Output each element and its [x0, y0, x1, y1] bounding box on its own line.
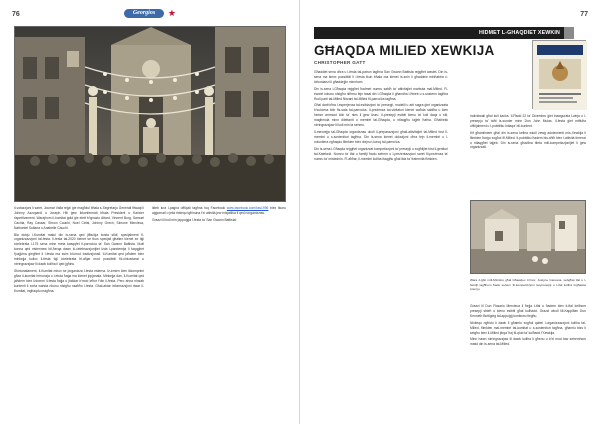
page-number-right: 77	[580, 11, 588, 18]
paragraph: individwali għal kull kaċċa. Il-Ħadd 22 ta' Diċembru ġiet inawgurata l-wirja u l-presepju ta' taħt is-sunder minn Don John Mulas. Il-festa ġiet miftuħa uffiċjalment u l-pubbliku intlaqa' bil-kuntent.	[470, 114, 586, 128]
masthead-text: Georgios	[124, 9, 164, 18]
paragraph: Għaddiet sena oħra u l-festa tal-patrun tagħna San Gwann Battista reġgħet waslet. Din is-sena ma kienx possibbli li l-festa tkun bħala ma kienet is-snin li għaddew minħabba ċ-ċirkostanzi li għaddejjin minnhom.	[314, 70, 448, 84]
paragraph: Bla dubju l-Kumitat matul din is-sena qed jiffaċċja bosta sfidi, speċjalment fl-organizzazzjoni tal-festa. Il-festa tal-2020 kienet se tkun speċjali għaliex kienet se tiġi ċċelebrata l-175 sena minn meta twaqqfet il-parroċċa ta' San Gwann Battista. Ilkoll konna qed nistennew bil-ħerqa dawn iċ-ċelebrazzjonijiet iżda l-pandemija li faqqgħet f'pajjiżna ġiegħlet li l-festa ma ssirx bil-mod tradizzjonali. Il-Kumitat qed jaħdem biex minkejja kollox il-festa tiġi ċċelebrata bl-aħjar mod possibbli fiċ-ċirkostanzi u nirringrazzjaw lil dawk kollha li qed jgħinu.	[14, 232, 144, 266]
article-byline: CHRISTOPHER GATT	[314, 60, 366, 65]
closing-paragraph: Grazzi lil kull min jappoġġa l-festa ta' San Gwann Battista!	[152, 217, 237, 222]
procession-illustration	[15, 27, 286, 202]
right-page	[300, 0, 600, 424]
section-header-label: HIDMET L-GHAQDIET XEWKIN	[479, 30, 560, 36]
right-column-1	[314, 70, 448, 163]
paragraph: Din is-sena l-Għaqda reġgħet ħadmet numru sabiħ ta' attivitajiet marbuta mal-Milied. Fl-ewwel inkunu nistgħu nifhmu fejn tasal din l-Għaqda li għandha l-ħbieb u s-sostenn tagħha f'kull parti tal-Milied Nisrani tal-Milied fil-parroċċa tagħna.	[314, 86, 448, 101]
article-title: GĦAQDA MILIED XEWKIJA	[314, 43, 495, 58]
paragraph-text: biex tkunu aġġornati u jekk tixtiequ tgħinuna f'xi attività jew inizjattiva li qed norganizzaw.	[152, 206, 287, 215]
left-column-1	[14, 206, 144, 295]
facebook-link[interactable]: www.facebook.com/kss1996	[226, 206, 269, 210]
paragraph: Din is-sena l-Għaqda reġgħet organizzat kompetizzjoni ta' presepji u xogħlijiet fost il-ġenituri tal-Katekeżi. Numru ta' tfal u familji ħadu sehem u l-preżentazzjoni saret fil-preżenza ta' numru ta' mistednin. Fl-aħħar, il-membri kollha ltaqgħu għal ikla ta' fraternità flimkien.	[314, 146, 448, 161]
star-icon: ★	[167, 8, 176, 18]
crib-illustration	[471, 201, 586, 274]
right-column-2-top	[470, 114, 586, 152]
left-column-2	[152, 206, 286, 225]
paragraph: Kif għamilniem għal din is-sena kellna wkoll żewġ adolexxenti mis-Xewkija li flimkien ħarġu xogħol fil-Milied. Il-pubbliku ħadem bis-sħiħ biex l-attività tirnexxi u ntlaqgħet tajjeb. Din is-sena għażilna tlieta mill-kompetizzjonijiet li ġew organizzati.	[470, 130, 586, 150]
right-column-2-bottom	[470, 304, 586, 349]
paragraph: Minn hawn nirringrazzjaw lil dawk kollha li għenu u b'xi mod taw sehemhom matul din is-sena tal-Milied.	[470, 337, 586, 347]
photo-caption: Wara il-ġbir mill-Ministru għal Għawdex l-Onor. Justyne Caruana, sebgħat tfal u l-familji tagħhom ħadu sehem fil-kompetizzjoni tal-presepji u t-tfal kollha ingħataw premju.	[470, 278, 586, 291]
header-accent	[564, 27, 574, 39]
section-header-bar	[314, 27, 564, 39]
paragraph	[152, 206, 286, 216]
paragraph: Il-mexxejja tal-Għaqda organizzaw ukoll il-preparazzjoni għall-attivitajiet tal-Milied fost il-membri u s-sostenituri tagħna. Din is-sena kienet okkażjoni oħra fejn il-membri u l-voluntiera ngħaqdu flimkien biex iżejnu t-toroq tal-parroċċa.	[314, 129, 448, 144]
paragraph: Grazzi lil Dun Rosario Mercieca li ħejja t-tfal u ħadem biex it-tfal kellhom presepji sbieħ u kienu esibiti għal kulħadd. Grazzi wkoll lill-Kappillan Dun Kenneth Buttigieg tal-appoġġ kontinwu tiegħu.	[470, 304, 586, 318]
masthead-logo	[124, 8, 176, 19]
page-number-left: 76	[12, 11, 20, 18]
nativity-crib-photo	[470, 200, 586, 274]
paragraph: il-votazzjoni li saret, Joumar Valla reġa' ġie magħżul bħala s-Segretarju Ġenerali filwaqt li Johnny Azzopardi u Joseph Hili ġew ikkonfermati bħala President u Kaxxier rispettivament. Warajhom il-kumitat ġdid ġie elett b'Ignazio Attard, Vincent Borg, Samuel Cachia, Ray Cassar, Simon Cauchi, Noel Cefai, Johnny Grech, Simone Mercieca, Nathaniel Sultana u Anabelle Cauchi.	[14, 206, 144, 230]
paragraph: Nixtiequ ngħidu li dawk li għamlu xogħol qabel l-organizzazzjoni kollha tal-Milied, flimkien mal-membri tal-kumitat u s-sostenituri tagħna, għamlu biss li setgħu biex il-Milied jibqa' ħaj fil-qlub ta' kulħadd f'Xewkija.	[470, 320, 586, 335]
paragraph-text: ikteb lura l-paġna uffiċjali tagħna fuq Facebook	[152, 206, 226, 210]
paragraph: Sfortunatament, il-Kumitat mhux se jorganizza l-festa esterna. Iż-żmien kien ikkomprimi għax il-kumitat irrinunzja u l-ebda ħaġa ma kienet ippjanata. Minkejja dan, il-Kumitat qed jaħdem biex iżżomm il-festa ħajja u jfakkar b'mod ieħor f'din il-festa. Pero ahna ninsab kuntenti li xorta wahda nkunu nistgħu nsaħħu l-festa. Ghal-aktar informazzjoni dwar il-Kumitat, ingħaqdu magħna.	[14, 268, 144, 293]
paragraph: Għal darb'oħra l-esperjenza tal-esibizzjoni ta' presepji, mudelli u arti sagra ġiet organizzata b'suċċess kbir fis-sala tal-parroċċa. Il-preżenza tal-viżitaturi kienet waħda sabiħa u kien hemm ammont kbir ta' nies li ġew iżuru. Il-presepji esibiti kienu ta' kull daqs u stil, magħmula minn dilettanti u membri tal-Għaqda, u ntlaqgħu tajjeb ħafna. Għalhekk nirringrazzjaw lil kull min ta sehmu.	[314, 103, 448, 128]
street-procession-photo	[14, 26, 286, 202]
event-poster-image	[532, 40, 586, 109]
poster-illustration	[533, 41, 587, 110]
